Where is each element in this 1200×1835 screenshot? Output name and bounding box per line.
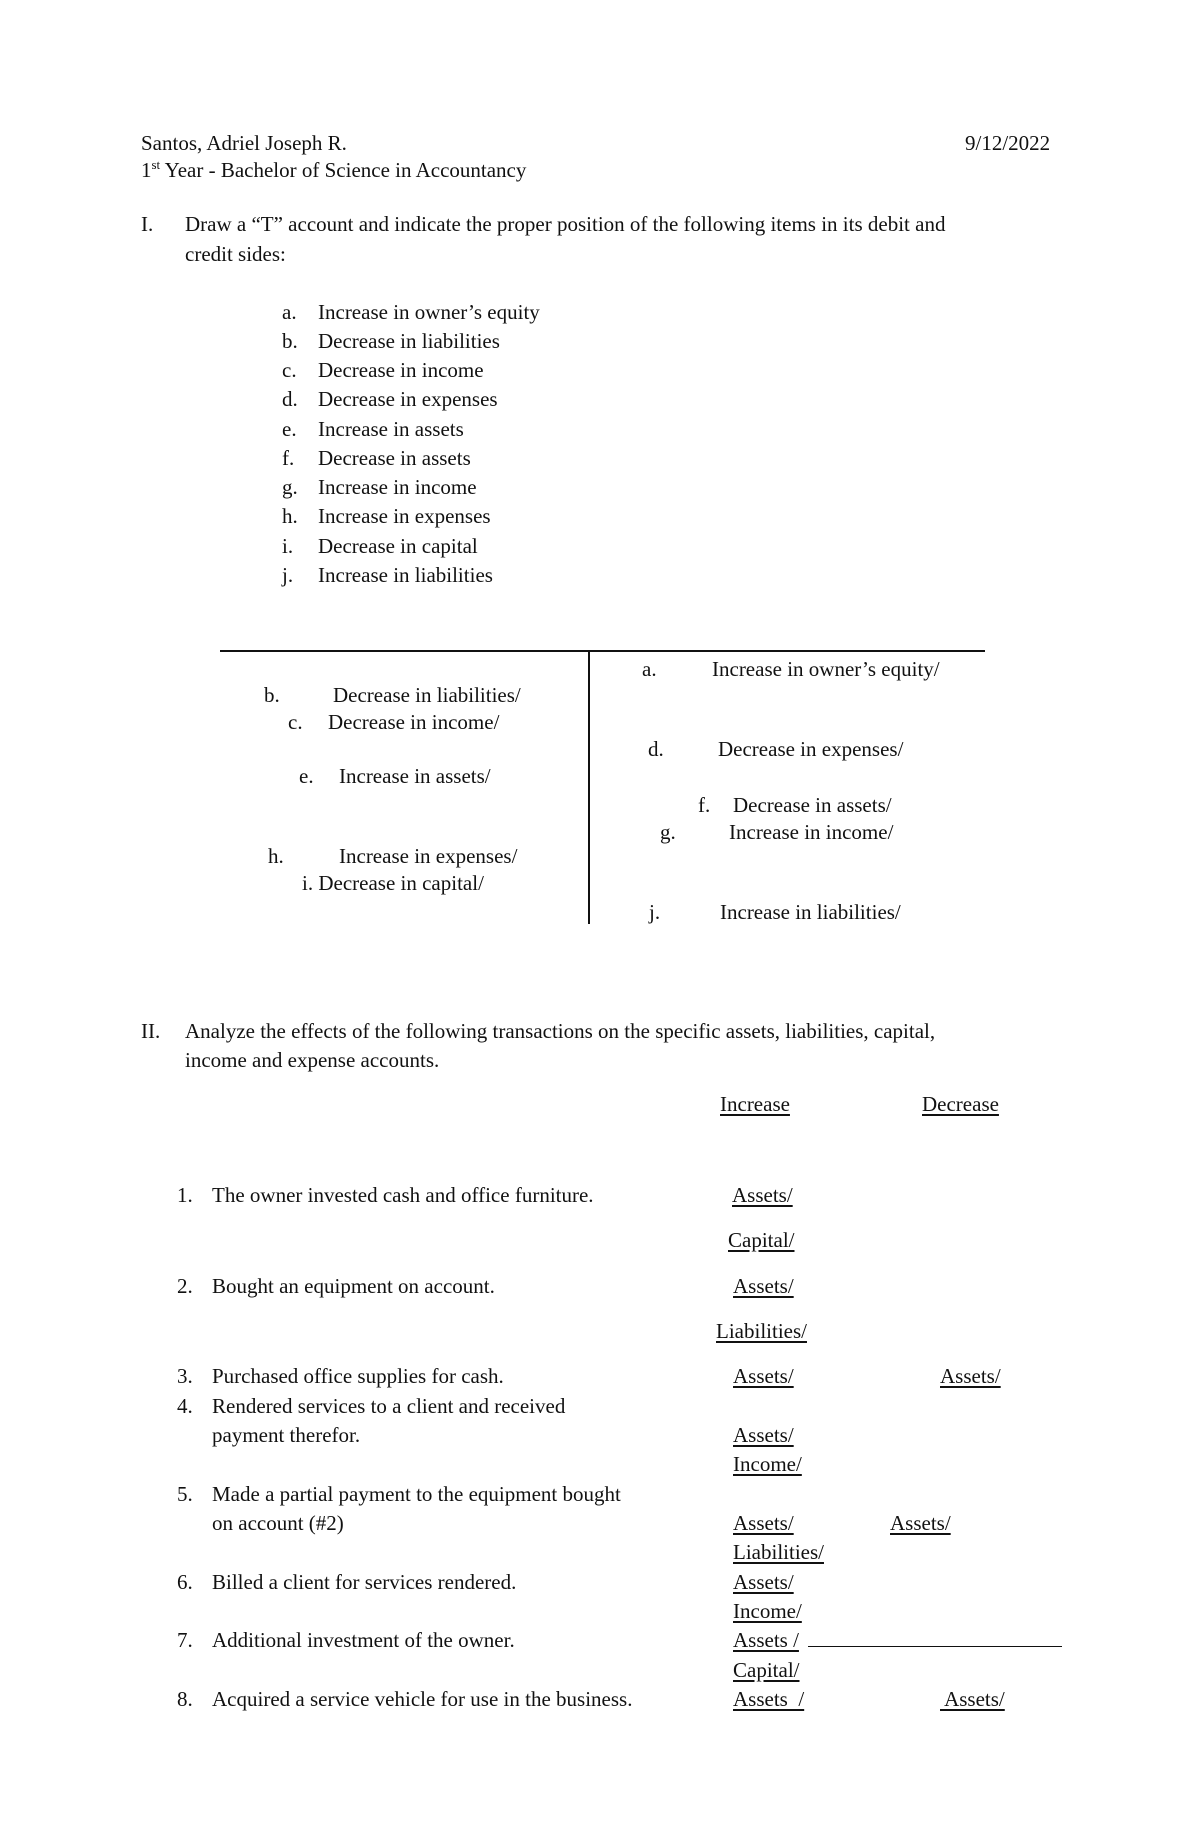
item-text: Decrease in expenses (318, 387, 498, 411)
transaction-number: 4. (177, 1394, 193, 1418)
increase-answer: Assets/ (733, 1511, 794, 1535)
answer-rule-line (808, 1646, 1062, 1647)
decrease-answer: Assets/ (940, 1364, 1001, 1388)
debit-letter: b. (264, 683, 280, 707)
year-program (141, 157, 527, 182)
decrease-answer: Assets/ (940, 1687, 1005, 1711)
increase-answer: Assets/ (733, 1364, 794, 1388)
item-letter: i. (282, 534, 294, 558)
credit-entry: Decrease in assets/ (733, 793, 892, 817)
increase-answer: Assets/ (733, 1274, 794, 1298)
item-text: Increase in owner’s equity (318, 300, 540, 324)
year-suffix: st (151, 157, 161, 172)
transaction-number: 6. (177, 1570, 193, 1594)
transaction-number: 3. (177, 1364, 193, 1388)
transaction-text: payment therefor. (212, 1423, 361, 1447)
credit-entry: Increase in income/ (729, 820, 894, 844)
item-letter: d. (282, 387, 298, 411)
debit-letter: h. (268, 844, 284, 868)
credit-entry: Decrease in expenses/ (718, 737, 904, 761)
part2-instruction-line1: Analyze the effects of the following transactions on the specific assets, liabilities, capital, (185, 1019, 936, 1043)
transaction-number: 7. (177, 1628, 193, 1652)
credit-letter: a. (642, 657, 657, 681)
item-letter: h. (282, 504, 298, 528)
increase-answer: Assets / (733, 1628, 799, 1652)
part1-numeral: I. (141, 212, 154, 236)
increase-answer: Liabilities/ (733, 1540, 824, 1564)
item-text: Decrease in liabilities (318, 329, 500, 353)
item-text: Decrease in assets (318, 446, 471, 470)
increase-answer: Capital/ (728, 1228, 795, 1252)
transaction-number: 8. (177, 1687, 193, 1711)
date: 9/12/2022 (965, 131, 1051, 155)
decrease-column-header: Decrease (922, 1092, 999, 1116)
debit-letter: e. (299, 764, 314, 788)
item-text: Decrease in income (318, 358, 484, 382)
transaction-number: 5. (177, 1482, 193, 1506)
increase-answer: Assets/ (733, 1423, 794, 1447)
transaction-text: Bought an equipment on account. (212, 1274, 495, 1298)
transaction-text: Acquired a service vehicle for use in the business. (212, 1687, 633, 1711)
part1-instruction-line1: Draw a “T” account and indicate the proper position of the following items in its debit and (185, 212, 946, 236)
part2-numeral: II. (141, 1019, 161, 1043)
transaction-text: Purchased office supplies for cash. (212, 1364, 504, 1388)
item-letter: f. (282, 446, 295, 470)
transaction-text: on account (#2) (212, 1511, 344, 1535)
program-text: Year - Bachelor of Science in Accountancy (160, 158, 527, 182)
credit-entry: Increase in owner’s equity/ (712, 657, 940, 681)
item-letter: a. (282, 300, 297, 324)
transaction-text: Billed a client for services rendered. (212, 1570, 517, 1594)
year-number: 1 (141, 158, 152, 182)
credit-letter: f. (698, 793, 711, 817)
t-account-top-line (220, 650, 985, 652)
item-text: Increase in expenses (318, 504, 491, 528)
transaction-number: 1. (177, 1183, 193, 1207)
decrease-answer: Assets/ (890, 1511, 951, 1535)
item-text: Decrease in capital (318, 534, 478, 558)
debit-letter: c. (288, 710, 303, 734)
credit-letter: g. (660, 820, 676, 844)
debit-entry: i. Decrease in capital/ (302, 871, 484, 895)
item-letter: g. (282, 475, 298, 499)
increase-answer: Income/ (733, 1452, 802, 1476)
transaction-text: Rendered services to a client and received (212, 1394, 566, 1418)
credit-entry: Increase in liabilities/ (720, 900, 901, 924)
item-text: Increase in assets (318, 417, 464, 441)
transaction-text: The owner invested cash and office furniture. (212, 1183, 594, 1207)
increase-answer: Assets/ (732, 1183, 793, 1207)
item-letter: j. (282, 563, 294, 587)
debit-entry: Increase in expenses/ (339, 844, 518, 868)
increase-answer: Capital/ (733, 1658, 800, 1682)
transaction-number: 2. (177, 1274, 193, 1298)
credit-letter: j. (649, 900, 661, 924)
transaction-text: Additional investment of the owner. (212, 1628, 515, 1652)
item-text: Increase in liabilities (318, 563, 493, 587)
debit-entry: Increase in assets/ (339, 764, 491, 788)
item-letter: b. (282, 329, 298, 353)
item-text: Increase in income (318, 475, 477, 499)
debit-entry: Decrease in income/ (328, 710, 500, 734)
increase-answer: Income/ (733, 1599, 802, 1623)
increase-answer: Assets/ (733, 1570, 794, 1594)
part1-instruction-line2: credit sides: (185, 242, 286, 266)
increase-column-header: Increase (720, 1092, 790, 1116)
transaction-text: Made a partial payment to the equipment bought (212, 1482, 621, 1506)
t-account-divider (588, 650, 590, 924)
credit-letter: d. (648, 737, 664, 761)
item-letter: e. (282, 417, 297, 441)
increase-answer: Liabilities/ (716, 1319, 807, 1343)
part2-instruction-line2: income and expense accounts. (185, 1048, 440, 1072)
increase-answer: Assets / (733, 1687, 805, 1711)
item-letter: c. (282, 358, 297, 382)
student-name: Santos, Adriel Joseph R. (141, 131, 347, 155)
debit-entry: Decrease in liabilities/ (333, 683, 521, 707)
